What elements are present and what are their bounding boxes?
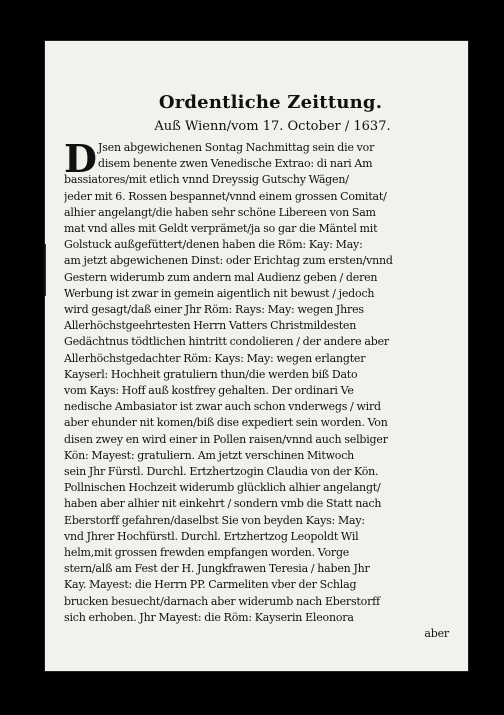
body-line: Jsen abgewichenen Sontag Nachmittag sein die vor — [98, 141, 375, 154]
body-line: wird gesagt/daß einer Jhr Röm: Rays: May: wegen Jhres — [64, 303, 364, 317]
body-line: Kön: Mayest: gratuliern. Am jetzt verschinen Mitwoch — [64, 448, 355, 462]
body-line: brucken besuecht/darnach aber widerumb nach Eberstorff — [64, 594, 380, 608]
body-line: Kay. Mayest: die Herrn PP. Carmeliten vber der Schlag — [64, 578, 357, 592]
page-content — [64, 92, 457, 662]
drop-cap: D — [64, 136, 97, 181]
body-line: jeder mit 6. Rossen bespannet/vnnd einem grossen Comitat/ — [64, 189, 387, 203]
document-body — [64, 136, 457, 642]
body-line: Golstuck außgefüttert/denen haben die Röm: Kay: May: — [64, 238, 363, 252]
body-line: bassiatores/mit etlich vnnd Dreyssig Gutschy Wägen/ — [64, 173, 349, 187]
document-page — [44, 40, 469, 672]
body-line: Eberstorff gefahren/daselbst Sie von beyden Kays: May: — [64, 513, 365, 527]
body-line: am jetzt abgewichenen Dinst: oder Erichtag zum ersten/vnnd — [64, 254, 393, 268]
body-line: Gedächtnus tödtlichen hintritt condolieren / der andere aber — [64, 335, 389, 349]
body-line: haben aber alhier nit einkehrt / sondern vmb die Statt nach — [64, 497, 382, 511]
body-line: Allerhöchstgedachter Röm: Kays: May: wegen erlangter — [64, 351, 366, 365]
page-title: Ordentliche Zeittung. — [158, 92, 383, 113]
body-line: vnd Jhrer Hochfürstl. Durchl. Ertzhertzog Leopoldt Wil — [64, 529, 359, 543]
body-line: disen zwey en wird einer in Pollen raisen/vnnd auch selbiger — [64, 432, 388, 446]
body-line: sich erhoben. Jhr Mayest: die Röm: Kayserin Eleonora — [64, 610, 354, 624]
body-line: vom Kays: Hoff auß kostfrey gehalten. Der ordinari Ve — [64, 384, 354, 398]
body-line: sein Jhr Fürstl. Durchl. Ertzhertzogin Claudia von der Kön. — [64, 465, 379, 479]
body-line: alhier angelangt/die haben sehr schöne Libereen von Sam — [64, 205, 376, 219]
body-line: Werbung ist zwar in gemein aigentlich nit bewust / jedoch — [64, 286, 375, 300]
body-line: Gestern widerumb zum andern mal Audienz geben / deren — [64, 270, 378, 284]
margin-mark — [44, 244, 46, 296]
body-line: aber ehunder nit komen/biß dise expediert sein worden. Von — [64, 416, 388, 430]
catchword: aber — [424, 627, 449, 641]
body-line: helm,mit grossen frewden empfangen worden. Vorge — [64, 546, 350, 560]
body-line: Kayserl: Hochheit gratuliern thun/die werden biß Dato — [64, 367, 358, 381]
body-line: Allerhöchstgeehrtesten Herrn Vatters Christmildesten — [64, 319, 357, 333]
body-line: disem benente zwen Venedische Extrao: di nari Am — [98, 157, 373, 171]
body-line: nedische Ambasiator ist zwar auch schon vnderwegs / wird — [64, 400, 381, 414]
body-line: stern/alß am Fest der H. Jungkfrawen Teresia / haben Jhr — [64, 562, 370, 576]
body-line: mat vnd alles mit Geldt verprämet/ja so gar die Mäntel mit — [64, 222, 378, 236]
body-line: Pollnischen Hochzeit widerumb glücklich alhier angelangt/ — [64, 481, 381, 495]
dateline: Auß Wienn/vom 17. October / 1637. — [154, 119, 391, 134]
